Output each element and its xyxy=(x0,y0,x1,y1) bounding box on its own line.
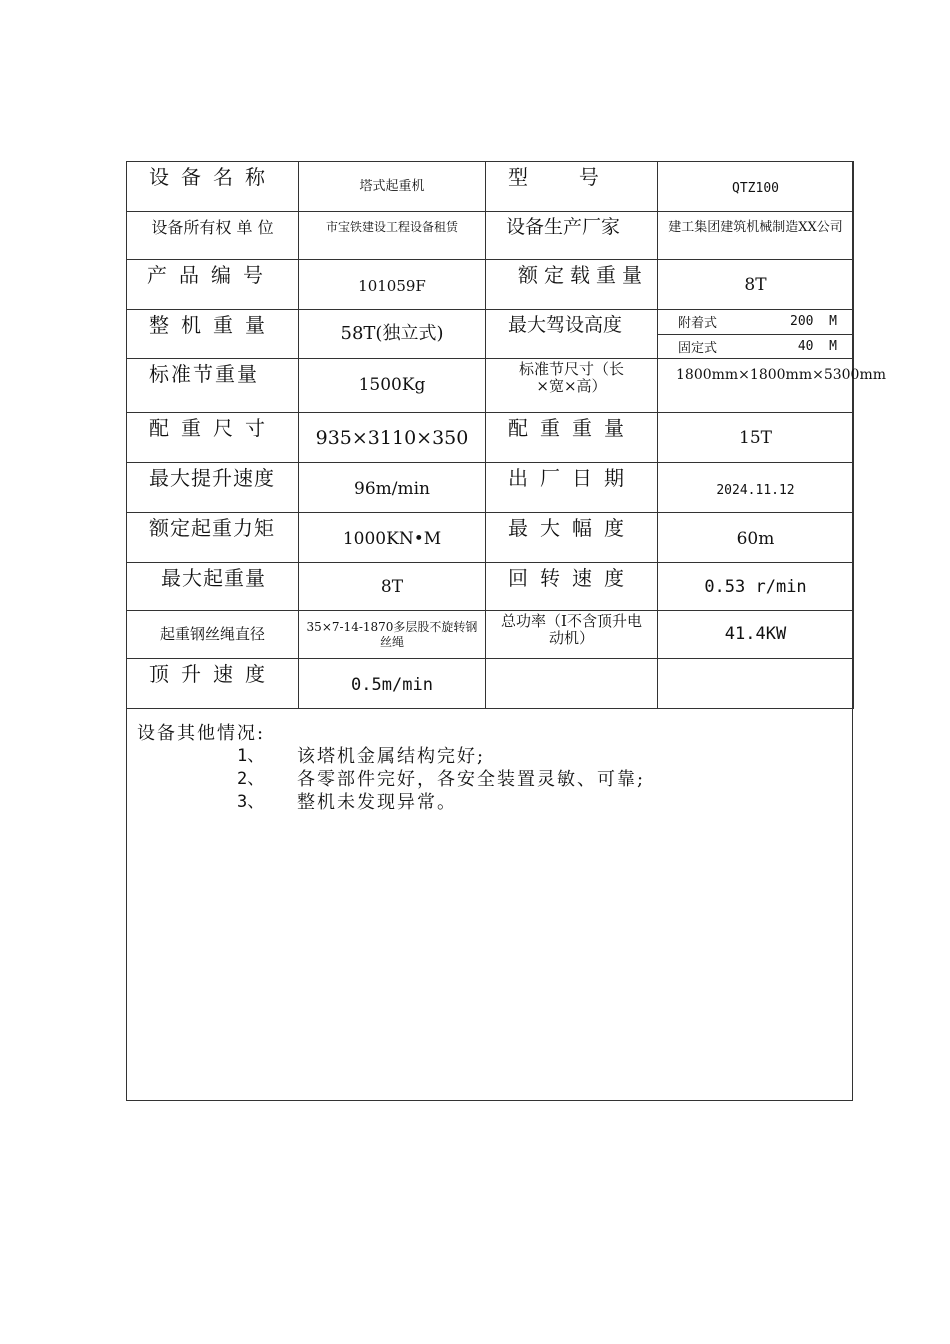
label-section-size: 标准节尺寸（长×宽×高） xyxy=(518,360,624,395)
label-counterweight-weight: 配重重量 xyxy=(508,416,636,440)
label-section-weight: 标准节重量 xyxy=(149,362,259,386)
label-max-lifting-load: 最大起重量 xyxy=(161,566,266,590)
value-counterweight-size: 935×3110×350 xyxy=(315,427,469,449)
other-conditions-heading: 设备其他情况: xyxy=(137,723,266,744)
value-total-power: 41.4KW xyxy=(724,624,787,644)
table-row xyxy=(127,659,854,709)
value-section-weight: 1500Kg xyxy=(358,375,426,395)
value-rope-diameter: 35×7-14-1870多层股不旋转钢丝绳 xyxy=(306,620,478,649)
list-item xyxy=(137,791,837,814)
height-split xyxy=(658,310,853,358)
label-equipment-name: 设备名称 xyxy=(149,165,277,189)
list-item-text: 各零部件完好，各安全装置灵敏、可靠; xyxy=(297,769,646,790)
height-attached-value: 200 M xyxy=(790,314,837,330)
value-product-number: 101059F xyxy=(358,277,426,295)
value-model: QTZ100 xyxy=(732,181,779,196)
label-production-date: 出厂日期 xyxy=(508,466,636,490)
height-fixed-value: 40 M xyxy=(797,338,837,354)
label-jacking-speed: 顶升速度 xyxy=(149,662,277,686)
value-counterweight-weight: 15T xyxy=(739,428,772,448)
value-manufacturer: 建工集团建筑机械制造XX公司 xyxy=(668,220,843,235)
table-row xyxy=(127,611,854,659)
table-row xyxy=(127,260,854,310)
label-rated-moment: 额定起重力矩 xyxy=(149,516,275,540)
label-max-radius: 最大幅度 xyxy=(508,516,636,540)
list-item-text: 整机未发现异常。 xyxy=(297,792,457,813)
value-max-radius: 60m xyxy=(736,529,775,549)
table-row xyxy=(127,413,854,463)
value-rated-moment: 1000KN•M xyxy=(342,529,442,549)
label-counterweight-size: 配重尺寸 xyxy=(149,416,277,440)
value-jacking-speed: 0.5m/min xyxy=(351,675,433,695)
label-empty xyxy=(486,659,657,663)
other-conditions xyxy=(137,722,837,814)
value-slewing-speed: 0.53 r/min xyxy=(704,577,807,597)
table-row xyxy=(127,212,854,260)
label-total-power: 总功率（I不含顶升电动机） xyxy=(501,612,642,647)
label-owner-unit: 设备所有权 单 位 xyxy=(151,218,274,237)
height-fixed xyxy=(658,334,853,359)
list-item xyxy=(137,768,837,791)
label-max-height: 最大驾设高度 xyxy=(508,314,623,336)
label-manufacturer: 设备生产厂家 xyxy=(506,216,621,238)
label-max-lift-speed: 最大提升速度 xyxy=(149,466,275,490)
table-row xyxy=(127,463,854,513)
list-item xyxy=(137,745,837,768)
equipment-spec-table xyxy=(126,161,886,709)
equipment-form xyxy=(126,161,886,1101)
list-item-index: 1、 xyxy=(237,746,265,766)
list-item-text: 该塔机金属结构完好; xyxy=(297,746,486,767)
table-row xyxy=(127,563,854,611)
label-machine-weight: 整机重量 xyxy=(149,313,277,337)
label-slewing-speed: 回转速度 xyxy=(508,566,636,590)
list-item-index: 2、 xyxy=(237,769,265,789)
value-owner-unit: 市宝铁建设工程设备租赁 xyxy=(325,220,458,234)
label-model: 型 号 xyxy=(508,165,599,189)
value-rated-load: 8T xyxy=(744,275,767,295)
height-fixed-label: 固定式 xyxy=(678,340,718,356)
value-section-size: 1800mm×1800mm×5300mm xyxy=(676,367,886,383)
height-attached xyxy=(658,310,853,334)
table-row xyxy=(127,359,854,413)
value-equipment-name: 塔式起重机 xyxy=(359,179,425,194)
table-row xyxy=(127,162,854,212)
value-max-lift-speed: 96m/min xyxy=(354,479,430,499)
label-rope-diameter: 起重钢丝绳直径 xyxy=(159,625,265,643)
list-item-index: 3、 xyxy=(237,792,265,812)
value-production-date: 2024.11.12 xyxy=(716,483,795,498)
value-max-lifting-load: 8T xyxy=(380,577,404,597)
label-product-number: 产品编号 xyxy=(147,263,275,287)
label-rated-load: 额定载重量 xyxy=(518,263,648,287)
table-row xyxy=(127,310,854,359)
table-row xyxy=(127,513,854,563)
height-attached-label: 附着式 xyxy=(678,316,718,332)
value-machine-weight: 58T(独立式) xyxy=(340,323,444,344)
value-empty xyxy=(658,659,853,673)
